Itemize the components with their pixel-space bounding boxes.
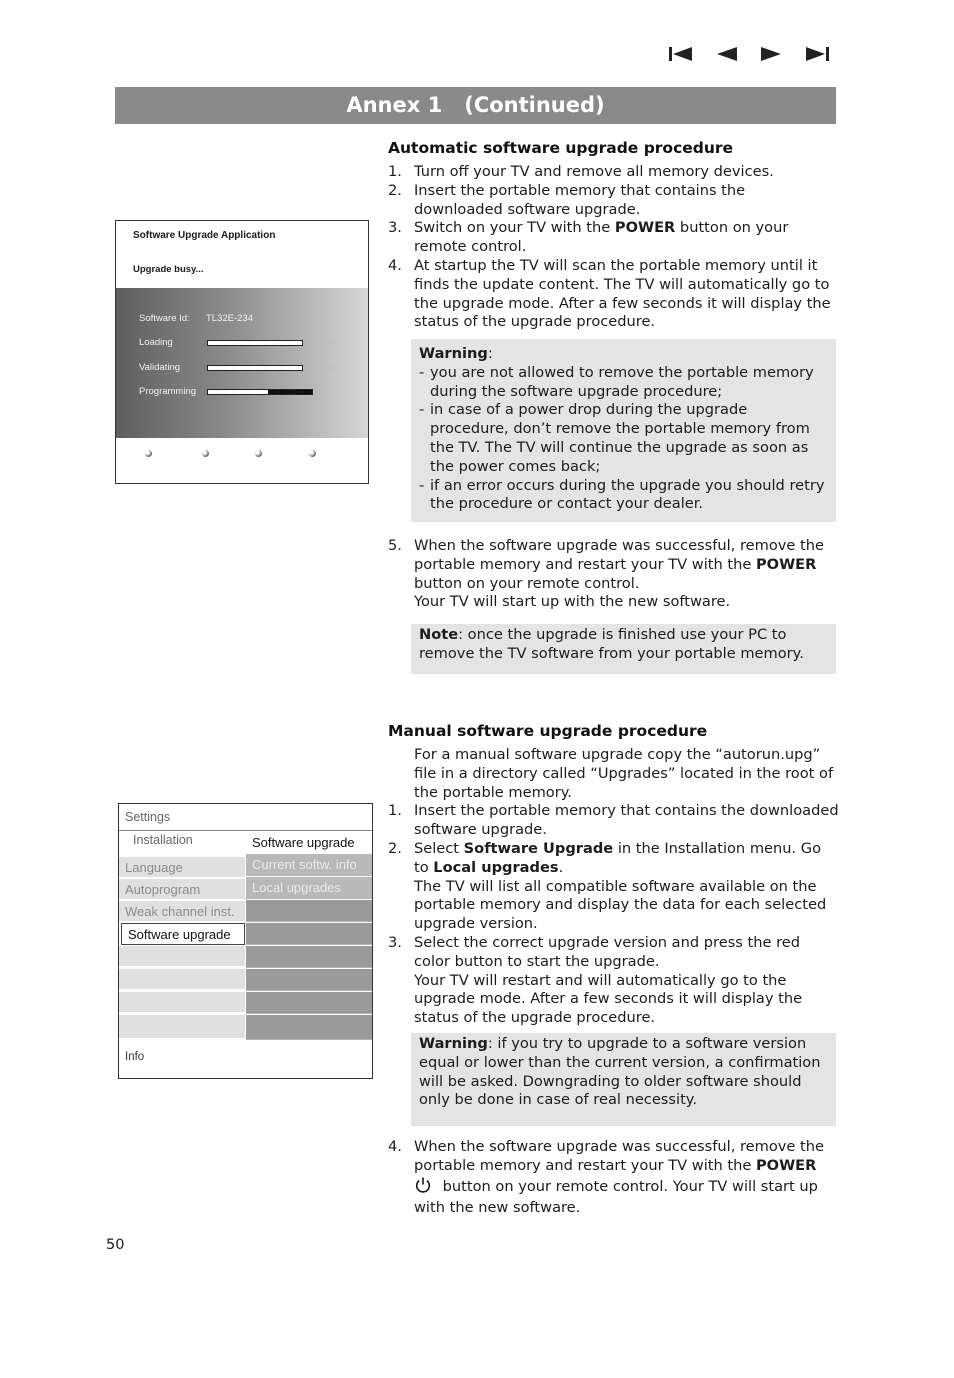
manual-warning-box: Warning: if you try to upgrade to a software version equal or lower than the current version, a confirmation will be asked. Downgrading to older software should only be done in case of real necessity. [411,1033,836,1126]
submenu-item-empty [246,923,372,945]
menu-item-software-upgrade[interactable]: Software upgrade [121,923,245,945]
list-item: 1. Turn off your TV and remove all memory devices. [388,163,774,180]
list-item: 2. Insert the portable memory that contains the downloaded software upgrade. [388,181,746,218]
banner-subtitle: (Continued) [464,93,605,117]
software-id-value: TL32E-234 [206,313,254,324]
validating-label: Validating [139,362,181,373]
manual-step-4 [388,1138,838,1218]
validating-status: Done [315,362,338,373]
manual-intro: For a manual software upgrade copy the “autorun.upg” file in a directory called “Upgrades” located in the root of the portable memory. [414,746,834,801]
auto-warning-box: Warning: - you are not allowed to remove the portable memory during the software upgrade procedure; - in case of a power drop during the upgrade procedure, don’t remove the portable memory from the TV. The TV will continue the upgrade as soon as the power comes back; - if an error occurs during the upgrade you should retry the procedure or contact your dealer. [411,339,836,522]
list-item: 1. Insert the portable memory that contains the downloaded software upgrade. [388,802,839,839]
submenu-item-current-info[interactable]: Current softw. info [246,854,372,876]
list-item: - if an error occurs during the upgrade you should retry the procedure or contact your dealer. [419,476,825,513]
submenu-item-empty [246,900,372,922]
screen-status: Upgrade busy... [133,264,204,275]
loading-status: Done [315,337,338,348]
list-item: 4. When the software upgrade was successful, remove the portable memory and restart your TV with the POWER button on your remote control. Your TV will start up with the new software. [388,1138,824,1217]
previous-icon[interactable] [716,46,738,62]
auto-step-5 [388,537,838,612]
submenu-item-empty [246,992,372,1014]
list-item: 4. At startup the TV will scan the portable memory until it finds the update content. The TV will automatically go to the upgrade mode. After a few seconds it will display the status of the upgrade procedure. [388,256,831,331]
submenu-item-local-upgrades[interactable]: Local upgrades [246,877,372,899]
submenu-title: Software upgrade [252,835,355,850]
manual-upgrade-heading: Manual software upgrade procedure [388,722,708,740]
auto-upgrade-heading: Automatic software upgrade procedure [388,139,734,157]
info-label: Info [125,1051,145,1063]
programming-label: Programming [139,386,197,397]
page-number: 50 [106,1237,125,1253]
auto-steps-1-4 [388,163,838,332]
programming-progress-bar [207,389,313,395]
menu-item-empty [119,969,245,990]
submenu-item-empty [246,1015,372,1040]
page-navigation [668,42,830,66]
submenu-item-empty [246,969,372,991]
note-label: Note [419,626,459,643]
list-item: 5. When the software upgrade was successful, remove the portable memory and restart your TV with the POWER button on your remote control. Your TV will start up with the new software. [388,537,824,611]
settings-menu-screen [118,803,373,1079]
loading-label: Loading [139,337,173,348]
menu-item-empty [119,1015,245,1039]
divider [119,830,372,831]
validating-progress-bar [207,365,303,371]
red-button-icon[interactable] [145,450,152,457]
warning-label: Warning [419,345,488,362]
note-box: Note: once the upgrade is finished use your PC to remove the TV software from your portable memory. [411,624,836,674]
loading-progress-bar [207,340,303,346]
menu-item-empty [119,992,245,1013]
skip-to-start-icon[interactable] [668,46,694,62]
list-item: 3. Switch on your TV with the POWER button on your remote control. [388,219,789,256]
screen-title: Software Upgrade Application [133,230,276,241]
menu-item-empty [119,946,245,967]
green-button-icon[interactable] [202,450,209,457]
section-banner [115,87,836,124]
list-item: - in case of a power drop during the upgrade procedure, don’t remove the portable memory from the TV. The TV will continue the upgrade as soon as the power comes back; [419,401,810,475]
list-item: 3. Select the correct upgrade version and press the red color button to start the upgrade. Your TV will restart and will automatically go to the upgrade mode. After a few seconds it will display the status of the upgrade procedure. [388,933,803,1027]
power-icon [414,1176,432,1200]
menu-subheader: Installation [133,833,193,847]
submenu-item-empty [246,946,372,968]
menu-header: Settings [125,810,171,824]
manual-steps-1-3 [388,746,840,1028]
blue-button-icon[interactable] [309,450,316,457]
yellow-button-icon[interactable] [255,450,262,457]
list-item: - you are not allowed to remove the portable memory during the software upgrade procedure; [419,363,814,400]
upgrade-app-screen [115,220,369,484]
software-id-label: Software Id: [139,313,190,324]
banner-title: Annex 1 [346,93,443,117]
list-item: 2. Select Software Upgrade in the Installation menu. Go to Local upgrades. The TV will list all compatible software available on the portable memory and display the data for each selected upgrade version. [388,839,827,933]
skip-to-end-icon[interactable] [804,46,830,62]
warning-label: Warning [419,1035,488,1052]
menu-item-autoprogram[interactable]: Autoprogram [119,879,245,900]
menu-item-language[interactable]: Language [119,857,245,878]
menu-item-weak-channel[interactable]: Weak channel inst. [119,901,245,922]
next-icon[interactable] [760,46,782,62]
